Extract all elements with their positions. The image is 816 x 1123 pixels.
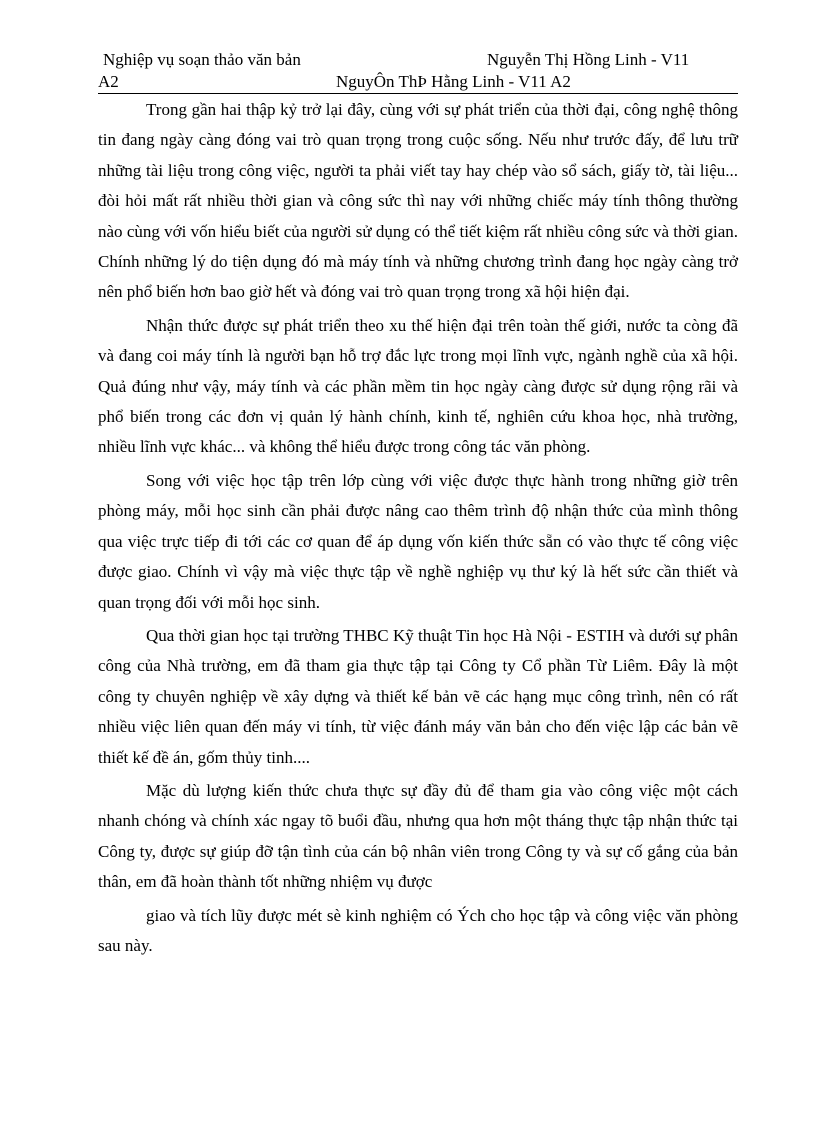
paragraph-results: Mặc dù lượng kiến thức chưa thực sự đầy đủ để tham gia vào công việc một cách nhanh chóng và chính xác ngay tõ buổi đầu, nhưng qua hơn một tháng thực tập nhận thức tại Công ty, được sự giúp đỡ tận tình của cán bộ nhân viên trong Công ty và sự cố gắng của bản thân, em đã hoàn thành tốt những nhiệm vụ được xyxy=(98,780,738,892)
paragraph-intro: Trong gần hai thập kỷ trở lại đây, cùng với sự phát triển của thời đại, công nghệ thông tin đang ngày càng đóng vai trò quan trọng trong cuộc sống. Nếu như trước đấy, để lưu trữ những tài liệu trong công việc, người ta phải viết tay hay chép vào sổ sách, giấy tờ, tài liệu... đòi hỏi mất rất nhiều thời gian và công sức thì nay với những chiếc máy tính thông thường nào cùng với vốn hiểu biết của người sử dụng có thể tiết kiệm rất nhiều công sức và thời gian. Chính những lý do tiện dụng đó mà máy tính và những chương trình đang học ngày càng trở nên phổ biến hơn bao giờ hết và đóng vai trò quan trọng trong xã hội hiện đại. xyxy=(98,100,738,302)
paragraph-awareness: Nhận thức được sự phát triển theo xu thế hiện đại trên toàn thế giới, nước ta còng đã và đang coi máy tính là người bạn hỗ trợ đắc lực trong mọi lĩnh vực, ngành nghề của xã hội. Quả đúng như vậy, máy tính và các phần mềm tin học ngày càng được sử dụng rộng rãi và phổ biến trong các đơn vị quản lý hành chính, kinh tế, nghiên cứu khoa học, nhà trường, nhiều lĩnh vực khác... và không thể hiểu được trong công tác văn phòng. xyxy=(98,315,738,457)
paragraph-internship: Qua thời gian học tại trường THBC Kỹ thuật Tin học Hà Nội - ESTIH và dưới sự phân công của Nhà trường, em đã tham gia thực tập tại Công ty Cổ phần Từ Liêm. Đây là một công ty chuyên nghiệp về xây dựng và thiết kế bản vẽ các hạng mục công trình, nên có rất nhiều việc liên quan đến máy vi tính, từ việc đánh máy văn bản cho đến việc lập các bản vẽ thiết kế đề án, gốm thủy tinh.... xyxy=(98,625,738,767)
header-author: Nguyễn Thị Hồng Linh - V11 xyxy=(487,50,690,69)
paragraph-practice: Song với việc học tập trên lớp cùng với việc được thực hành trong những giờ trên phòng máy, mỗi học sinh cần phải được nâng cao thêm trình độ nhận thức của mình thông qua việc trực tiếp đi tới các cơ quan để áp dụng vốn kiến thức sẵn có vào thực tế công việc được giao. Chính vì vậy mà việc thực tập về nghề nghiệp vụ thư ký là hết sức cần thiết và quan trọng đối với mỗi học sinh. xyxy=(98,470,738,612)
document-body xyxy=(98,95,738,964)
header-author-centered: NguyÔn ThÞ Hằng Linh - V11 A2 xyxy=(336,72,571,91)
header-document-title: Nghiệp vụ soạn thảo văn bản xyxy=(103,50,301,69)
header-class-suffix: A2 xyxy=(98,72,119,91)
header-divider xyxy=(98,93,738,94)
paragraph-closing: giao và tích lũy được mét sè kinh nghiệm có Ých cho học tập và công việc văn phòng sau này. xyxy=(98,905,738,955)
